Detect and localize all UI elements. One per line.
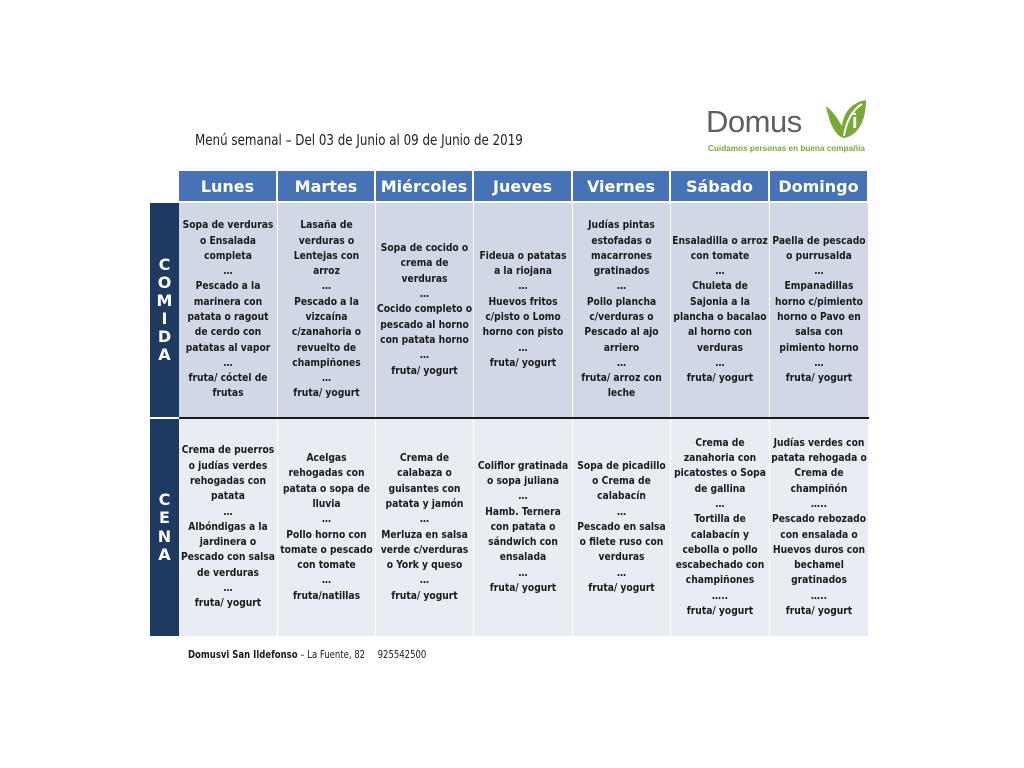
header-corner bbox=[150, 171, 179, 201]
weekly-menu-table bbox=[150, 171, 869, 636]
logo-tagline: Cuidamos personas en buena compañía bbox=[708, 144, 865, 153]
meal-label-comida bbox=[150, 203, 179, 417]
page-title: Menú semanal – Del 03 de Junio al 09 de Junio de 2019 bbox=[195, 131, 523, 149]
cena-cell-viernes: Sopa de picadillo o Crema de calabacín … Pescado en salsa o filete ruso con verduras … fruta/ yogurt bbox=[573, 419, 671, 636]
meal-label-letter: A bbox=[158, 345, 171, 365]
cena-cell-jueves: Coliflor gratinada o sopa juliana … Hamb. Ternera con patata o sándwich con ensalada … fruta/ yogurt bbox=[474, 419, 573, 636]
comida-cell-miércoles: Sopa de cocido o crema de verduras … Cocido completo o pescado al horno con patata horno … fruta/ yogurt bbox=[376, 203, 474, 417]
comida-cell-sábado: Ensaladilla o arroz con tomate … Chuleta de Sajonia a la plancha o bacalao al horno con verduras … fruta/ yogurt bbox=[671, 203, 770, 417]
meal-label-cena bbox=[150, 419, 179, 636]
logo-wordmark: Domus bbox=[706, 104, 802, 139]
meal-label-letter: M bbox=[156, 290, 173, 310]
meal-label-letter: C bbox=[158, 490, 171, 510]
leaf-v-icon bbox=[822, 96, 870, 142]
meal-divider bbox=[179, 417, 869, 419]
day-header-sábado: Sábado bbox=[671, 171, 770, 201]
meal-label-letter: D bbox=[157, 327, 172, 347]
day-header-viernes: Viernes bbox=[573, 171, 671, 201]
comida-cell-viernes: Judías pintas estofadas o macarrones gratinados … Pollo plancha c/verduras o Pescado al ajo arriero … fruta/ arroz con leche bbox=[573, 203, 671, 417]
meal-label-letter: C bbox=[158, 254, 171, 274]
domusvi-logo bbox=[706, 96, 881, 156]
day-header-domingo: Domingo bbox=[770, 171, 869, 201]
day-header-jueves: Jueves bbox=[474, 171, 573, 201]
meal-label-letter: E bbox=[159, 508, 170, 528]
cena-cell-lunes: Crema de puerros o judías verdes rehogadas con patata … Albóndigas a la jardinera o Pescado con salsa de verduras … fruta/ yogurt bbox=[179, 419, 278, 636]
meal-label-letter: I bbox=[161, 309, 168, 328]
cena-cell-sábado: Crema de zanahoria con picatostes o Sopa de gallina … Tortilla de calabacín y cebolla o pollo escabechado con champiñones ….. fruta/ yogurt bbox=[671, 419, 770, 636]
day-header-miércoles: Miércoles bbox=[376, 171, 474, 201]
cena-cell-domingo: Judías verdes con patata rehogada o Crema de champiñón ….. Pescado rebozado con ensalada o Huevos duros con bechamel gratinados ….. fruta/ yogurt bbox=[770, 419, 869, 636]
footer-address: – La Fuente, 82 bbox=[297, 649, 366, 661]
footer-phone: 925542500 bbox=[377, 649, 427, 661]
cena-cell-miércoles: Crema de calabaza o guisantes con patata y jamón … Merluza en salsa verde c/verduras o York y queso … fruta/ yogurt bbox=[376, 419, 474, 636]
svg-text:i: i bbox=[852, 111, 858, 133]
footer bbox=[188, 649, 426, 661]
comida-cell-martes: Lasaña de verduras o Lentejas con arroz … Pescado a la vizcaína c/zanahoria o revuelto de champiñones … fruta/ yogurt bbox=[278, 203, 376, 417]
comida-cell-domingo: Paella de pescado o purrusalda … Empanadillas horno c/pimiento horno o Pavo en salsa con pimiento horno … fruta/ yogurt bbox=[770, 203, 869, 417]
day-header-martes: Martes bbox=[278, 171, 376, 201]
meal-label-letter: O bbox=[157, 272, 172, 292]
footer-name: Domusvi San Ildefonso bbox=[188, 649, 298, 661]
meal-label-letter: A bbox=[158, 544, 171, 564]
day-header-lunes: Lunes bbox=[179, 171, 278, 201]
meal-label-letter: N bbox=[157, 526, 172, 546]
comida-cell-jueves: Fideua o patatas a la riojana … Huevos fritos c/pisto o Lomo horno con pisto … fruta/ yogurt bbox=[474, 203, 573, 417]
comida-cell-lunes: Sopa de verduras o Ensalada completa … Pescado a la marinera con patata o ragout de cerdo con patatas al vapor … fruta/ cóctel de frutas bbox=[179, 203, 278, 417]
cena-cell-martes: Acelgas rehogadas con patata o sopa de lluvia … Pollo horno con tomate o pescado con tomate … fruta/natillas bbox=[278, 419, 376, 636]
